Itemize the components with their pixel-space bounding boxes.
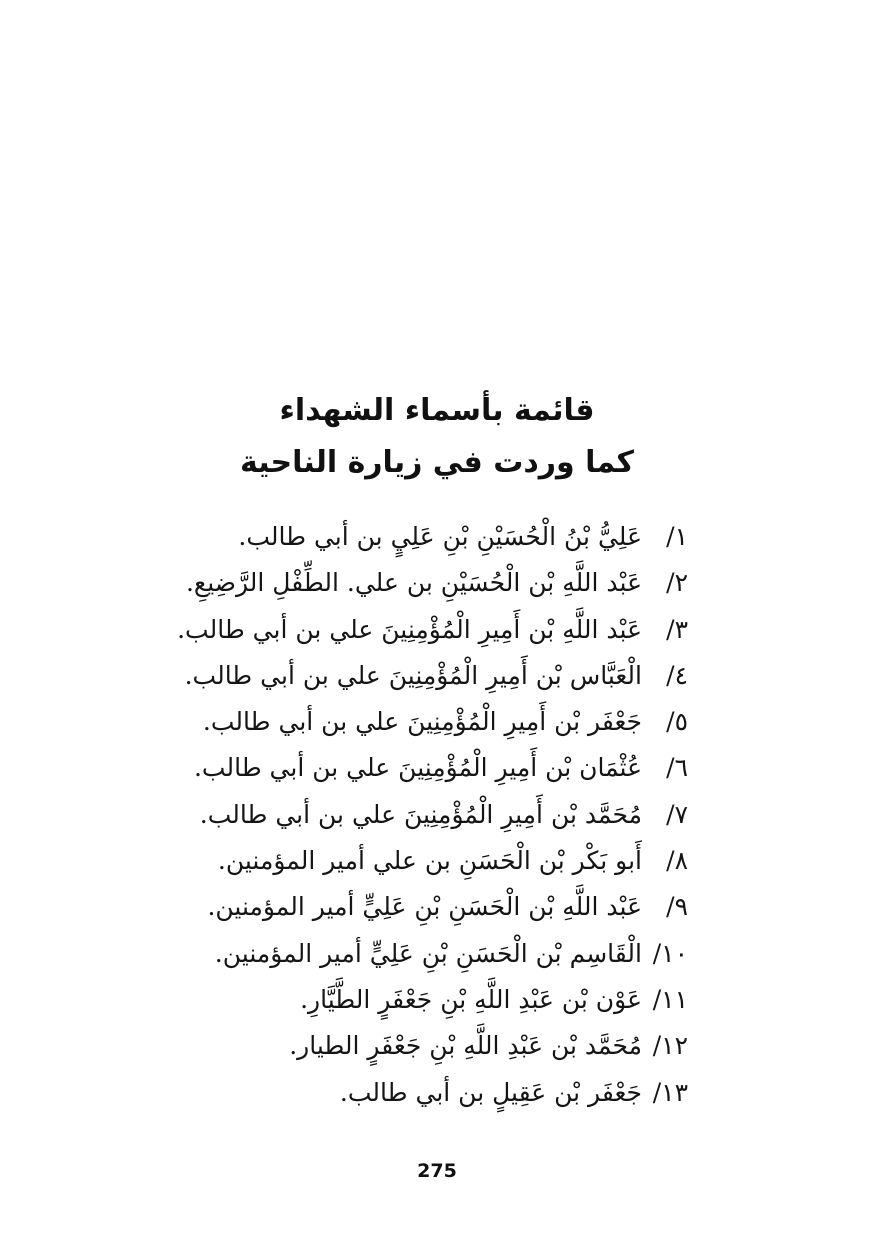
title-line-2: كما وردت في زيارة الناحية [240,445,634,480]
list-item-number: ٢/ [666,568,688,598]
list-item-text: عَبْد اللَّهِ بْن الْحَسَنِ بْنِ عَلِيٍّ أمير المؤمنين. [207,892,642,922]
list-item [8,1078,688,1124]
list-item [8,707,688,753]
list-item [8,846,688,892]
list-item-number: ٣/ [666,614,688,644]
list-item-text: عَلِيُّ بْنُ الْحُسَيْنِ بْنِ عَلِيٍ بن أبي طالب. [238,522,642,551]
list-item-number: ١٢/ [652,1031,688,1061]
list-item [8,800,688,846]
list-item-number: ٩/ [666,892,688,922]
list-item [8,985,688,1031]
list-item-number: ٥/ [666,707,688,737]
list-item-number: ٨/ [666,846,688,876]
list-item-text: جَعْفَر بْن أَمِيرِ الْمُؤْمِنِينَ علي بن أبي طالب. [202,707,642,737]
list-item-number: ٦/ [666,753,688,783]
title-line-1: قائمة بأسماء الشهداء [279,393,595,428]
martyrs-list [8,522,688,1124]
list-item-text: الْعَبَّاس بْن أَمِيرِ الْمُؤْمِنِينَ علي بن أبي طالب. [184,660,642,690]
list-item-text: مُحَمَّد بْن عَبْدِ اللَّهِ بْنِ جَعْفَرٍ الطيار. [289,1031,642,1061]
list-item-number: ١/ [666,522,688,551]
list-item-number: ١١/ [652,984,688,1014]
list-item-number: ٤/ [666,660,688,690]
list-item [8,892,688,938]
list-item [8,615,688,661]
page-number: 275 [417,1160,457,1182]
list-item-text: أَبو بَكْر بْن الْحَسَنِ بن علي أمير المؤمنين. [217,846,642,876]
list-item [8,568,688,614]
list-item-number: ١٣/ [652,1077,688,1107]
list-item-number: ١٠/ [652,938,688,968]
page-title [0,385,874,489]
list-item-number: ٧/ [666,799,688,829]
list-item [8,753,688,799]
list-item-text: عُثْمَان بْن أَمِيرِ الْمُؤْمِنِينَ علي بن أبي طالب. [193,753,642,783]
list-item-text: جَعْفَر بْن عَقِيلٍ بن أبي طالب. [339,1077,642,1107]
list-item [8,1031,688,1077]
list-item-text: عَبْد اللَّهِ بْن الْحُسَيْنِ بن علي. الطِّفْلِ الرَّضِيعِ. [185,568,642,598]
list-item-text: عَبْد اللَّهِ بْن أَمِيرِ الْمُؤْمِنِينَ علي بن أبي طالب. [177,614,642,644]
list-item [8,661,688,707]
list-item-text: الْقَاسِم بْن الْحَسَنِ بْنِ عَلِيٍّ أمير المؤمنين. [214,938,642,968]
list-item-text: مُحَمَّد بْن أَمِيرِ الْمُؤْمِنِينَ علي بن أبي طالب. [199,799,642,829]
list-item [8,522,688,568]
list-item-text: عَوْن بْن عَبْدِ اللَّهِ بْنِ جَعْفَرٍ الطَّيَّارِ. [300,984,642,1014]
list-item [8,939,688,985]
